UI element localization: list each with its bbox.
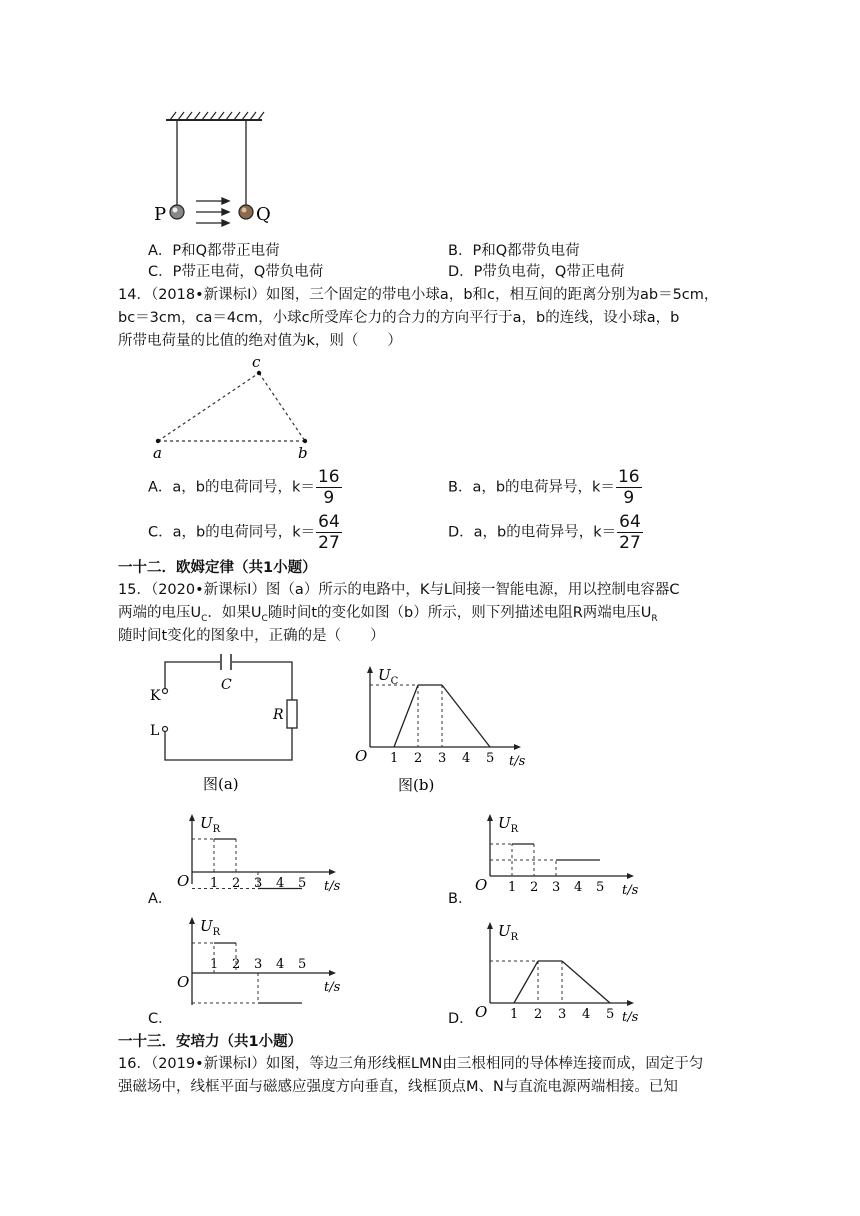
label-p: P bbox=[154, 204, 167, 225]
label-capacitor: C bbox=[221, 677, 232, 693]
x-axis-label: t/s bbox=[622, 883, 639, 898]
label-c: c bbox=[252, 355, 261, 371]
y-axis-label-sub: R bbox=[212, 927, 221, 938]
q15-stem-line2: 两端的电压$U_C$．如果$U_C$随时间t的变化如图（b）所示，则下列描述电阻R两端电压$U_R$ bbox=[118, 605, 658, 624]
tick-label-2: 2 bbox=[414, 751, 423, 766]
x-axis-arrow bbox=[514, 744, 521, 750]
y-axis-label-sub: C bbox=[390, 676, 399, 687]
y-axis-label: $U_R$ bbox=[200, 814, 221, 835]
tick-label-1: 1 bbox=[510, 1007, 519, 1022]
x-axis-label: t/s bbox=[324, 980, 341, 995]
q15-graph-b bbox=[336, 662, 536, 798]
q14-option-b: B．a，b的电荷异号，k＝ $\frac{16}{9}$ bbox=[448, 467, 640, 508]
y-axis-label: $U_R$ bbox=[498, 922, 519, 943]
tick-label-3: 3 bbox=[552, 880, 561, 895]
y-axis-arrow bbox=[487, 922, 493, 929]
x-axis-label: t/s bbox=[509, 754, 526, 769]
charge-b bbox=[303, 439, 307, 443]
x-axis-arrow bbox=[329, 869, 336, 875]
q15-option-b-label: B． bbox=[448, 891, 473, 907]
tick-label-2: 2 bbox=[232, 957, 241, 972]
origin-label: O bbox=[177, 973, 190, 991]
series-segment bbox=[442, 685, 490, 747]
tick-label-4: 4 bbox=[276, 957, 285, 972]
x-axis-arrow bbox=[627, 1000, 634, 1006]
tick-label-5: 5 bbox=[298, 876, 307, 891]
tick-label-1: 1 bbox=[210, 876, 219, 891]
label-a: a bbox=[153, 444, 162, 462]
q14-stem-line1: 14．（2018•新课标Ⅰ）如图，三个固定的带电小球a，b和c，相互间的距离分别为ab＝5cm， bbox=[118, 287, 719, 303]
tick-label-2: 2 bbox=[534, 1007, 543, 1022]
tick-label-4: 4 bbox=[582, 1007, 591, 1022]
y-axis-label-sub: R bbox=[510, 824, 519, 835]
y-axis-arrow bbox=[487, 814, 493, 821]
circuit-right-bottom-wire bbox=[165, 728, 292, 760]
label-b: b bbox=[298, 444, 308, 462]
y-axis-label: $U_C$ bbox=[378, 666, 399, 687]
q15-option-c-label: C． bbox=[148, 1011, 173, 1027]
tick-label-3: 3 bbox=[558, 1007, 567, 1022]
y-axis-label-sub: R bbox=[510, 932, 519, 943]
q16-stem-line2: 强磁场中，线框平面与磁感应强度方向垂直，线框顶点M、N与直流电源两端相接。已知 bbox=[118, 1079, 678, 1095]
x-axis-arrow bbox=[627, 873, 634, 879]
q15-stem-line1: 15．（2020•新课标Ⅰ）图（a）所示的电路中，K与L间接一智能电源，用以控制电容器C bbox=[118, 582, 680, 598]
side-cb bbox=[259, 373, 305, 441]
origin-label: O bbox=[177, 872, 190, 890]
q15-option-d-label: D． bbox=[448, 1011, 474, 1027]
q14-triangle-figure bbox=[148, 355, 318, 463]
q14-stem-line3: 所带电荷量的比值的绝对值为k，则（ ） bbox=[118, 333, 402, 349]
series-segment bbox=[562, 961, 610, 1003]
tick-label-4: 4 bbox=[574, 880, 583, 895]
q16-stem-line1: 16．（2019•新课标Ⅰ）如图，等边三角形线框LMN由三根相同的导体棒连接而成，固定于匀 bbox=[118, 1056, 704, 1072]
q14-option-c: C．a，b的电荷同号，k＝ $\frac{64}{27}$ bbox=[148, 512, 340, 553]
tick-label-5: 5 bbox=[606, 1007, 615, 1022]
q14-option-d: D．a，b的电荷异号，k＝ $\frac{64}{27}$ bbox=[448, 512, 641, 553]
terminal-k bbox=[163, 689, 168, 694]
tick-label-4: 4 bbox=[276, 876, 285, 891]
ceiling-hatch bbox=[170, 112, 264, 120]
q14-stem-line2: bc＝3cm，ca＝4cm，小球c所受库仑力的合力的方向平行于a，b的连线，设小球a，b bbox=[118, 310, 680, 326]
x-axis-label: t/s bbox=[622, 1010, 639, 1022]
q15-circuit-figure bbox=[148, 652, 308, 797]
tick-label-4: 4 bbox=[462, 751, 471, 766]
caption-a: 图(a) bbox=[203, 775, 239, 793]
label-q: Q bbox=[256, 204, 271, 225]
x-axis-arrow bbox=[329, 970, 336, 976]
q15-option-b-graph bbox=[470, 812, 646, 900]
label-l: L bbox=[150, 723, 160, 739]
ball-p bbox=[170, 205, 184, 219]
label-resistor: R bbox=[273, 707, 284, 723]
y-axis-label-sub: R bbox=[212, 824, 221, 835]
circuit-top-right-wire bbox=[232, 662, 292, 700]
y-axis-label: $U_R$ bbox=[200, 917, 221, 938]
q13-option-d: D．P带负电荷，Q带正电荷 bbox=[448, 264, 625, 280]
q13-figure bbox=[150, 108, 280, 233]
ball-q bbox=[239, 205, 253, 219]
tick-label-1: 1 bbox=[390, 751, 399, 766]
q13-option-c: C．P带正电荷，Q带负电荷 bbox=[148, 264, 324, 280]
tick-label-5: 5 bbox=[298, 957, 307, 972]
q15-option-a-label: A． bbox=[148, 891, 173, 907]
section-13-heading: 一十三．安培力（共1小题） bbox=[118, 1034, 303, 1050]
tick-label-2: 2 bbox=[530, 880, 539, 895]
y-axis-arrow bbox=[367, 666, 373, 673]
q13-option-b: B．P和Q都带负电荷 bbox=[448, 243, 580, 259]
y-axis-label: $U_R$ bbox=[498, 814, 519, 835]
tick-label-3: 3 bbox=[438, 751, 447, 766]
q15-option-d-graph bbox=[470, 918, 646, 1022]
q15-option-a-graph bbox=[172, 812, 348, 900]
origin-label: O bbox=[475, 1003, 488, 1021]
field-arrows bbox=[196, 198, 229, 226]
tick-label-1: 1 bbox=[210, 957, 219, 972]
tick-label-5: 5 bbox=[486, 751, 495, 766]
caption-b: 图(b) bbox=[398, 776, 435, 794]
charge-a bbox=[156, 439, 160, 443]
q15-option-c-graph bbox=[172, 915, 348, 1005]
side-ac bbox=[158, 373, 259, 441]
series-segment bbox=[394, 685, 418, 747]
tick-label-1: 1 bbox=[508, 880, 517, 895]
tick-label-5: 5 bbox=[596, 880, 605, 895]
y-axis-arrow bbox=[189, 814, 195, 821]
x-axis-label: t/s bbox=[324, 879, 341, 894]
circuit-top-left-wire bbox=[165, 662, 220, 688]
origin-label: O bbox=[475, 876, 488, 894]
tick-label-3: 3 bbox=[254, 876, 263, 891]
tick-label-2: 2 bbox=[232, 876, 241, 891]
q14-option-a: A．a，b的电荷同号，k＝ $\frac{16}{9}$ bbox=[148, 467, 340, 508]
q13-option-a: A．P和Q都带正电荷 bbox=[148, 243, 280, 259]
section-12-heading: 一十二．欧姆定律（共1小题） bbox=[118, 560, 317, 576]
terminal-l bbox=[163, 727, 168, 732]
q15-stem-line3: 随时间t变化的图象中，正确的是（ ） bbox=[118, 628, 385, 644]
resistor bbox=[287, 700, 297, 728]
y-axis-arrow bbox=[189, 917, 195, 924]
tick-label-3: 3 bbox=[254, 957, 263, 972]
label-k: K bbox=[150, 688, 161, 704]
series-segment bbox=[514, 961, 538, 1003]
origin-label: O bbox=[355, 747, 368, 765]
charge-c bbox=[257, 371, 261, 375]
